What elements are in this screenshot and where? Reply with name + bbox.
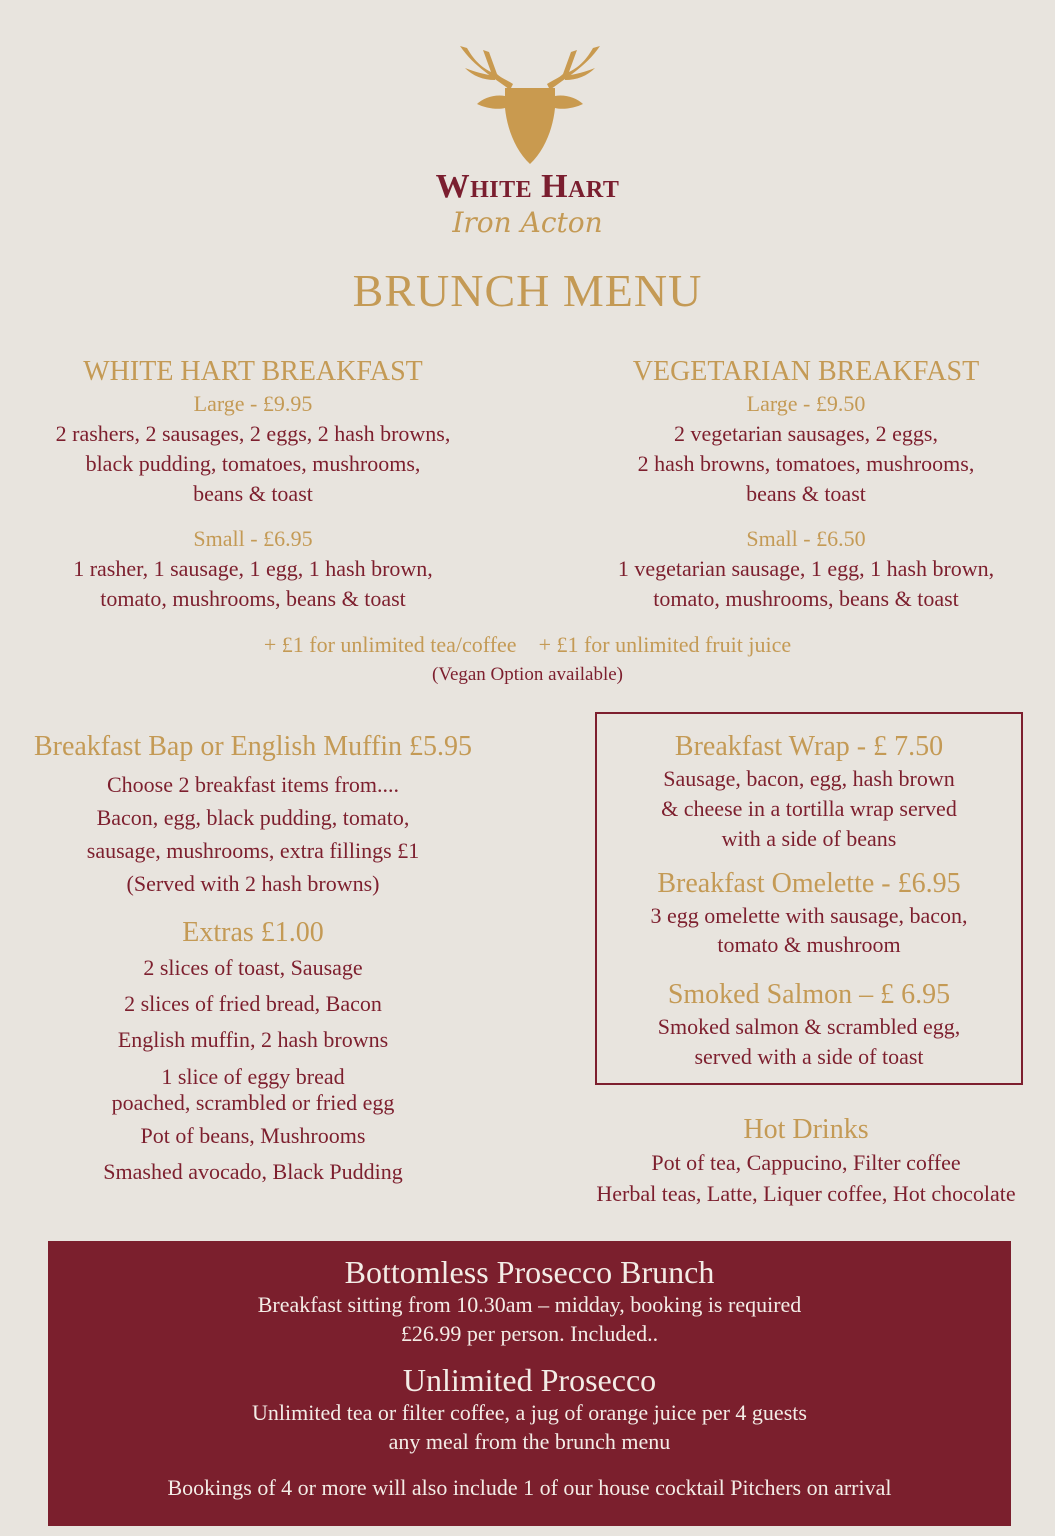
item-line: sausage, mushrooms, extra fillings £1 (86, 838, 420, 863)
price-small: Small - £6.50 (746, 526, 866, 551)
item-line: beans & toast (193, 481, 313, 506)
addon-juice: + £1 for unlimited fruit juice (538, 632, 792, 657)
item-line: poached, scrambled or fried egg (111, 1090, 395, 1115)
item-line: Bacon, egg, black pudding, tomato, (96, 805, 410, 830)
section-heading: Extras £1.00 (182, 917, 324, 948)
brand-name: White Hart (435, 168, 620, 205)
section-heading: Breakfast Omelette - £6.95 (657, 868, 961, 899)
prosecco-line: any meal from the brunch menu (388, 1429, 671, 1454)
item-line: 3 egg omelette with sausage, bacon, (650, 903, 968, 928)
item-line: English muffin, 2 hash browns (117, 1027, 389, 1052)
section-heading: VEGETARIAN BREAKFAST (632, 356, 980, 387)
item-line: beans & toast (746, 481, 866, 506)
item-line: Pot of beans, Mushrooms (140, 1123, 366, 1148)
item-line: Sausage, bacon, egg, hash brown (663, 766, 955, 791)
item-line: 2 slices of toast, Sausage (143, 955, 363, 980)
item-line: 2 slices of fried bread, Bacon (124, 991, 382, 1016)
breakfast-wrap-section (595, 730, 1023, 854)
price-small: Small - £6.95 (193, 526, 313, 551)
item-line: 1 vegetarian sausage, 1 egg, 1 hash brown, (617, 556, 995, 581)
brand-location: Iron Acton (452, 206, 603, 239)
prosecco-line: Unlimited tea or filter coffee, a jug of orange juice per 4 guests (252, 1400, 807, 1425)
price-large: Large - £9.50 (746, 391, 866, 416)
prosecco-footer: Bookings of 4 or more will also include 1 of our house cocktail Pitchers on arrival (167, 1475, 892, 1500)
prosecco-line: £26.99 per person. Included.. (400, 1321, 659, 1346)
price-large: Large - £9.95 (193, 391, 313, 416)
hot-drinks-section (556, 1113, 1055, 1209)
unlimited-prosecco-heading: Unlimited Prosecco (402, 1362, 657, 1398)
item-line: 1 rasher, 1 sausage, 1 egg, 1 hash brown, (73, 556, 433, 581)
item-line: 2 hash browns, tomatoes, mushrooms, (637, 451, 975, 476)
addon-tea: + £1 for unlimited tea/coffee (263, 632, 517, 657)
item-line: 1 slice of eggy bread (161, 1064, 345, 1089)
item-line: Smashed avocado, Black Pudding (103, 1159, 403, 1184)
white-hart-breakfast-section (0, 355, 506, 614)
item-line: Smoked salmon & scrambled egg, (657, 1014, 961, 1039)
item-line: tomato, mushrooms, beans & toast (100, 586, 406, 611)
stag-head-logo-icon (455, 28, 605, 168)
prosecco-brunch-banner (48, 1241, 1011, 1526)
vegetarian-breakfast-section (556, 355, 1055, 614)
item-line: 2 rashers, 2 sausages, 2 eggs, 2 hash browns, (55, 421, 451, 446)
item-line: & cheese in a tortilla wrap served (661, 796, 957, 821)
item-line: black pudding, tomatoes, mushrooms, (85, 451, 421, 476)
prosecco-line: Breakfast sitting from 10.30am – midday, booking is required (257, 1292, 802, 1317)
item-line: served with a side of toast (694, 1044, 924, 1069)
extras-section (0, 916, 506, 1190)
item-line: Choose 2 breakfast items from.... (106, 772, 400, 797)
item-line: Herbal teas, Latte, Liquer coffee, Hot chocolate (596, 1181, 1016, 1206)
item-line: Pot of tea, Cappucino, Filter coffee (651, 1150, 961, 1175)
vegan-note: (Vegan Option available) (432, 664, 623, 685)
section-heading: Breakfast Wrap - £ 7.50 (674, 731, 944, 762)
section-heading: Smoked Salmon – £ 6.95 (667, 979, 951, 1010)
section-heading: Breakfast Bap or English Muffin £5.95 (33, 731, 473, 762)
item-line: tomato & mushroom (717, 932, 901, 957)
bap-section (0, 730, 506, 900)
item-line: (Served with 2 hash browns) (126, 871, 380, 896)
item-line: with a side of beans (721, 826, 897, 851)
prosecco-heading: Bottomless Prosecco Brunch (344, 1254, 715, 1290)
item-line: tomato, mushrooms, beans & toast (653, 586, 959, 611)
omelette-section (595, 867, 1023, 959)
smoked-salmon-section (595, 978, 1023, 1072)
item-line: 2 vegetarian sausages, 2 eggs, (674, 421, 938, 446)
addons-section (0, 630, 1055, 690)
page-title: BRUNCH MENU (352, 265, 703, 316)
section-heading: Hot Drinks (743, 1114, 869, 1145)
section-heading: WHITE HART BREAKFAST (83, 356, 423, 387)
